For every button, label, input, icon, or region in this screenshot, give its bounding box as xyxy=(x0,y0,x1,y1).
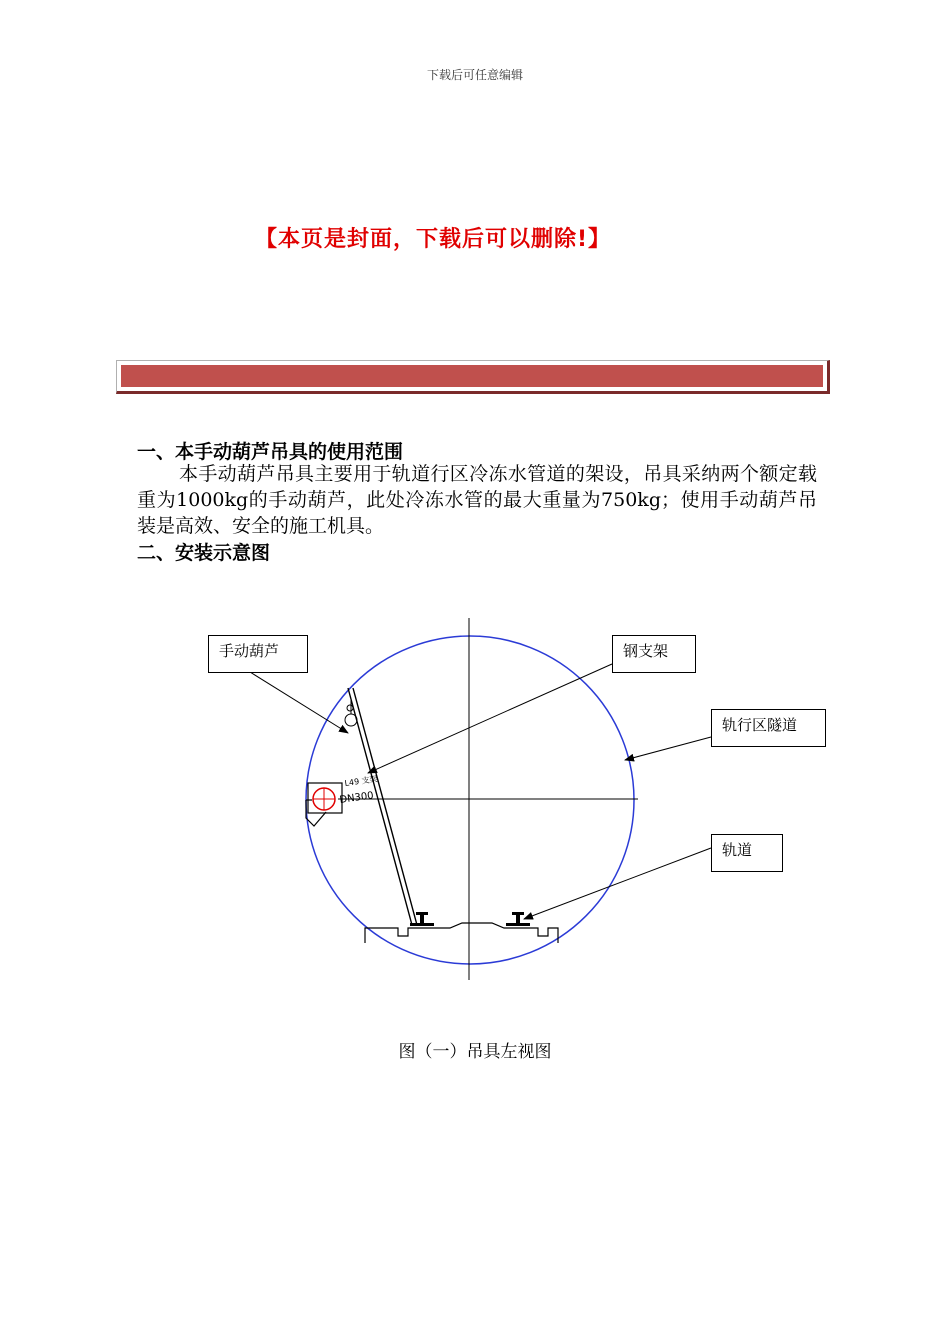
label-tunnel: 轨行区隧道 xyxy=(711,709,826,747)
right-rail xyxy=(506,912,530,926)
label-track: 轨道 xyxy=(711,834,783,872)
steel-bracket-beam xyxy=(348,688,412,925)
section2-heading: 二、安装示意图 xyxy=(137,542,271,564)
track-leader xyxy=(524,848,711,919)
label-steel-bracket: 钢支架 xyxy=(612,635,696,673)
header-note: 下载后可任意编辑 xyxy=(426,68,523,82)
steel-bracket-beam-inner xyxy=(353,688,417,925)
section1-paragraph: 本手动葫芦吊具主要用于轨道行区冷冻水管道的架设，吊具采纳两个额定载重为1000kg的手动葫芦，此处冷冻水管的最大重量为750kg；使用手动葫芦吊装是高效、安全的施工机具。 xyxy=(137,463,817,537)
pipe-circle xyxy=(313,788,335,810)
label-hoist: 手动葫芦 xyxy=(208,635,308,673)
figure-caption: 图（一）吊具左视图 xyxy=(398,1042,552,1062)
pipe-size-text: DN300 xyxy=(338,790,375,806)
tunnel-leader xyxy=(625,737,711,760)
bracket-tag-text: L49 支架 xyxy=(344,774,379,788)
section1-heading: 一、本手动葫芦吊具的使用范围 xyxy=(137,441,404,463)
hoist-leader xyxy=(250,672,348,733)
cover-notice: 【本页是封面，下载后可以删除!】 xyxy=(255,227,612,252)
bracket-leader xyxy=(368,664,612,773)
